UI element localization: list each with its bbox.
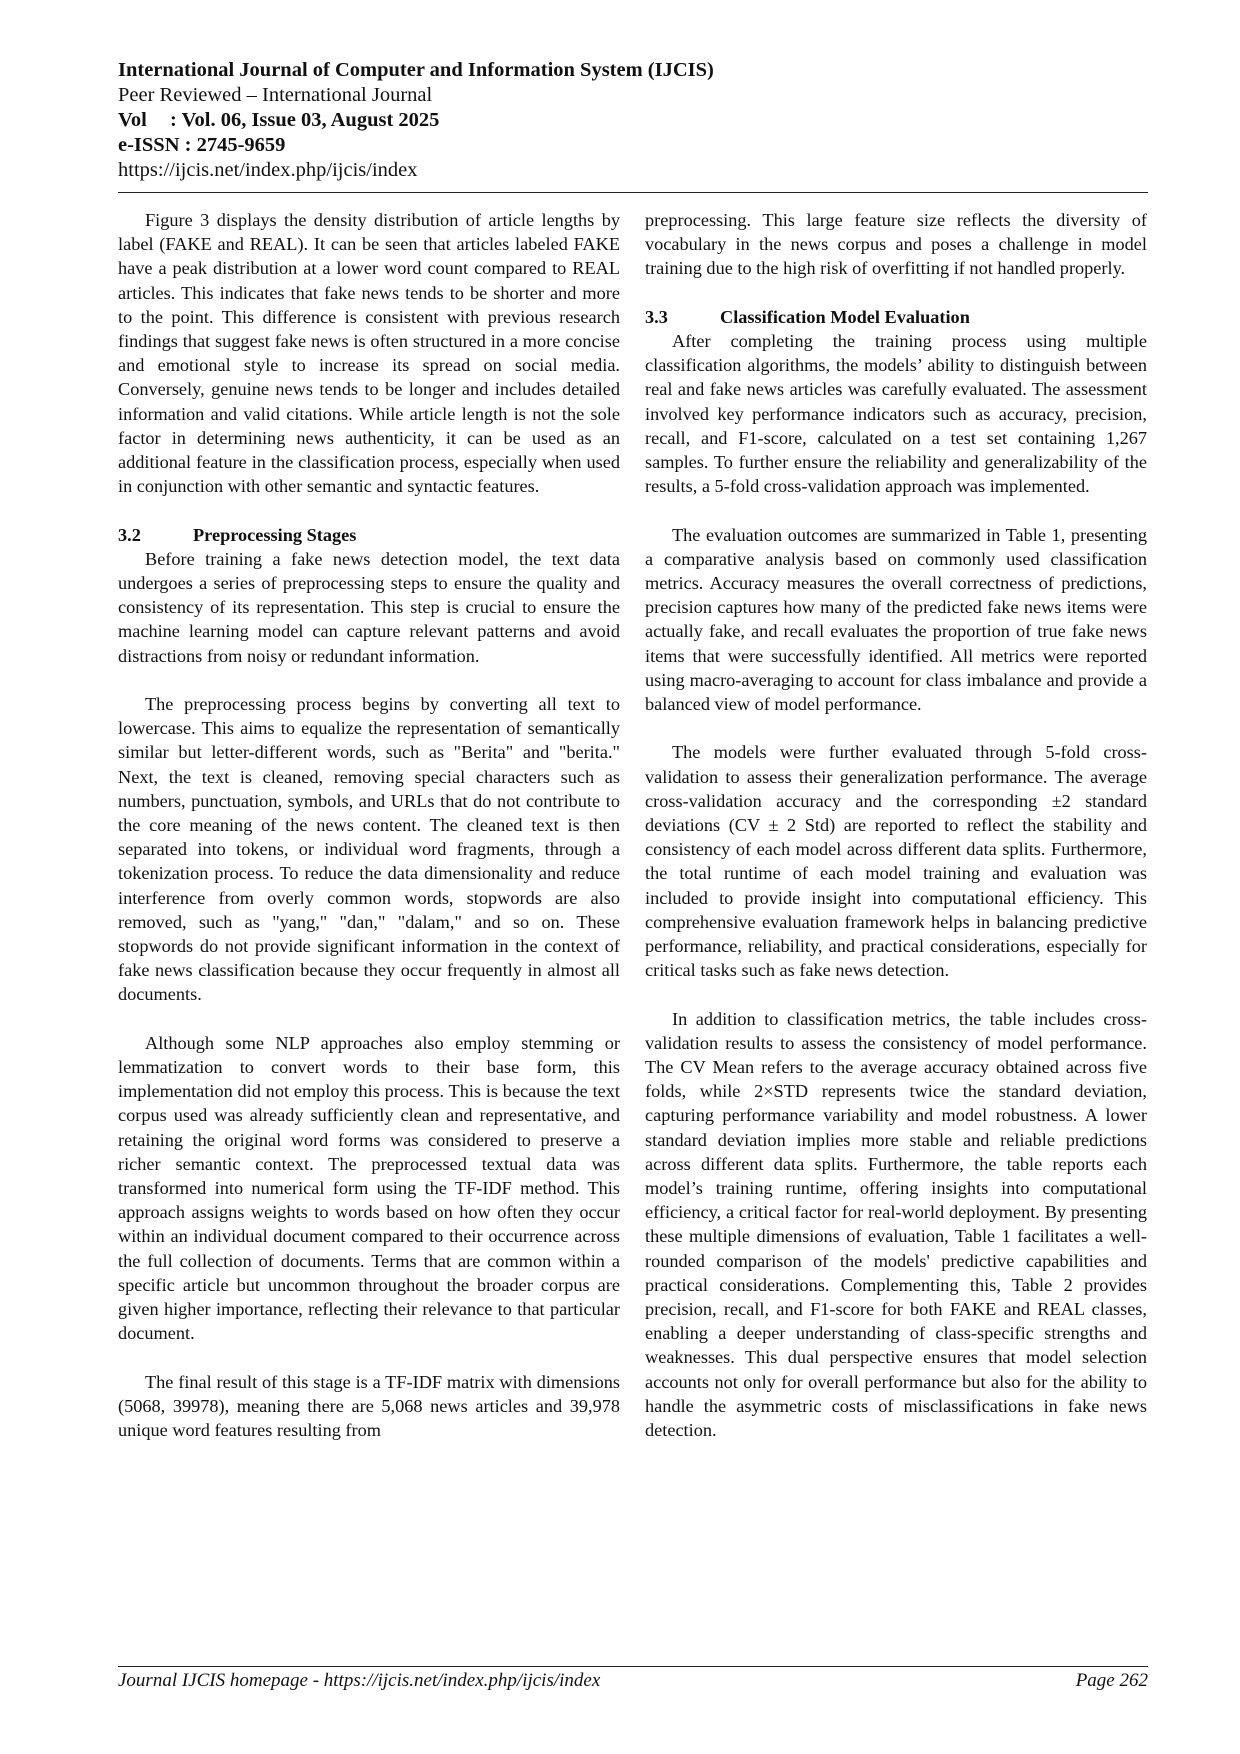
section-heading-3-3	[645, 305, 1147, 329]
header-divider	[118, 192, 1148, 193]
journal-title: International Journal of Computer and Information System (IJCIS)	[118, 59, 714, 81]
section-number: 3.2	[118, 524, 141, 545]
paragraph: The preprocessing process begins by converting all text to lowercase. This aims to equalize the representation of semantically similar but letter-different words, such as "Berita" and "berita." Next, the text is cleaned, removing special characters such as numbers, punctuation, symbols, and URLs that do not contribute to the core meaning of the news content. The cleaned text is then separated into tokens, or individual word fragments, through a tokenization process. To reduce the data dimensionality and reduce interference from overly common words, stopwords are also removed, such as "yang," "dan," "dalam," and so on. These stopwords do not provide significant information in the context of fake news classification because they occur frequently in almost all documents.	[118, 694, 620, 1005]
footer-divider	[118, 1666, 1148, 1667]
issn-line: e-ISSN : 2745-9659	[118, 134, 286, 156]
section-heading-3-2	[118, 523, 620, 547]
paragraph: In addition to classification metrics, the table includes cross-validation results to assess the consistency of model performance. The CV Mean refers to the average accuracy obtained across five folds, while 2×STD represents twice the standard deviation, capturing performance variability and model robustness. A lower standard deviation implies more stable and reliable predictions across different data splits. Furthermore, the table reports each model’s training runtime, offering insights into computational efficiency, a critical factor for real-world deployment. By presenting these multiple dimensions of evaluation, Table 1 facilitates a well-rounded comparison of the models' predictive capabilities and practical considerations. Complementing this, Table 2 provides precision, recall, and F1-score for both FAKE and REAL classes, enabling a deeper understanding of class-specific strengths and weaknesses. This dual perspective ensures that model selection accounts not only for overall performance but also for the ability to handle the asymmetric costs of misclassifications in fake news detection.	[645, 1008, 1147, 1441]
page-number: Page 262	[1075, 1670, 1148, 1691]
paragraph: The models were further evaluated through 5-fold cross-validation to assess their generalization performance. The average cross-validation accuracy and the corresponding ±2 standard deviations (CV ± 2 Std) are reported to reflect the stability and consistency of each model across different data splits. Furthermore, the total runtime of each model training and evaluation was included to provide insight into computational efficiency. This comprehensive evaluation framework helps in balancing predictive performance, reliability, and practical considerations, especially for critical tasks such as fake news detection.	[645, 742, 1147, 981]
peer-review-line: Peer Reviewed – International Journal	[118, 84, 433, 106]
volume-value: : Vol. 06, Issue 03, August 2025	[170, 109, 440, 131]
right-column	[645, 208, 1147, 1442]
volume-line	[118, 108, 1148, 133]
section-title: Classification Model Evaluation	[720, 306, 970, 327]
paragraph: Before training a fake news detection model, the text data undergoes a series of preprocessing steps to ensure the quality and consistency of its representation. This step is crucial to ensure the machine learning model can capture relevant patterns and avoid distractions from noisy or redundant information.	[118, 548, 620, 666]
paragraph: preprocessing. This large feature size reflects the diversity of vocabulary in the news corpus and poses a challenge in model training due to the high risk of overfitting if not handled properly.	[645, 210, 1147, 279]
journal-url[interactable]: https://ijcis.net/index.php/ijcis/index	[118, 159, 418, 181]
paragraph: Although some NLP approaches also employ stemming or lemmatization to convert words to their base form, this implementation did not employ this process. This is because the text corpus used was already sufficiently clean and representative, and retaining the original word forms was considered to preserve a richer semantic context. The preprocessed textual data was transformed into numerical form using the TF-IDF method. This approach assigns weights to words based on how often they occur within an individual document compared to their occurrence across the full collection of documents. Terms that are common within a specific article but uncommon throughout the broader corpus are given higher importance, reflecting their relevance to that particular document.	[118, 1032, 620, 1344]
left-column	[118, 208, 620, 1442]
volume-key: Vol	[118, 109, 147, 131]
section-title: Preprocessing Stages	[193, 524, 357, 545]
paragraph: Figure 3 displays the density distribution of article lengths by label (FAKE and REAL). It can be seen that articles labeled FAKE have a peak distribution at a lower word count compared to REAL articles. This indicates that fake news tends to be shorter and more to the point. This difference is consistent with previous research findings that suggest fake news is often structured in a more concise and emotional style to increase its spread on social media. Conversely, genuine news tends to be longer and includes detailed information and valid citations. While article length is not the sole factor in determining news authenticity, it can be used as an additional feature in the classification process, especially when used in conjunction with other semantic and syntactic features.	[118, 210, 620, 497]
paragraph: After completing the training process using multiple classification algorithms, the models’ ability to distinguish between real and fake news articles was carefully evaluated. The assessment involved key performance indicators such as accuracy, precision, recall, and F1-score, calculated on a test set containing 1,267 samples. To further ensure the reliability and generalizability of the results, a 5-fold cross-validation approach was implemented.	[645, 331, 1147, 497]
paragraph: The final result of this stage is a TF-IDF matrix with dimensions (5068, 39978), meaning there are 5,068 news articles and 39,978 unique word features resulting from	[118, 1371, 620, 1441]
paragraph: The evaluation outcomes are summarized in Table 1, presenting a comparative analysis based on commonly used classification metrics. Accuracy measures the overall correctness of predictions, precision captures how many of the predicted fake news items were actually fake, and recall evaluates the proportion of true fake news items that were successfully identified. All metrics were reported using macro-averaging to account for class imbalance and provide a balanced view of model performance.	[645, 524, 1147, 715]
section-number: 3.3	[645, 306, 668, 327]
footer-homepage[interactable]: Journal IJCIS homepage - https://ijcis.net/index.php/ijcis/index	[118, 1670, 601, 1691]
journal-header	[118, 58, 1148, 183]
